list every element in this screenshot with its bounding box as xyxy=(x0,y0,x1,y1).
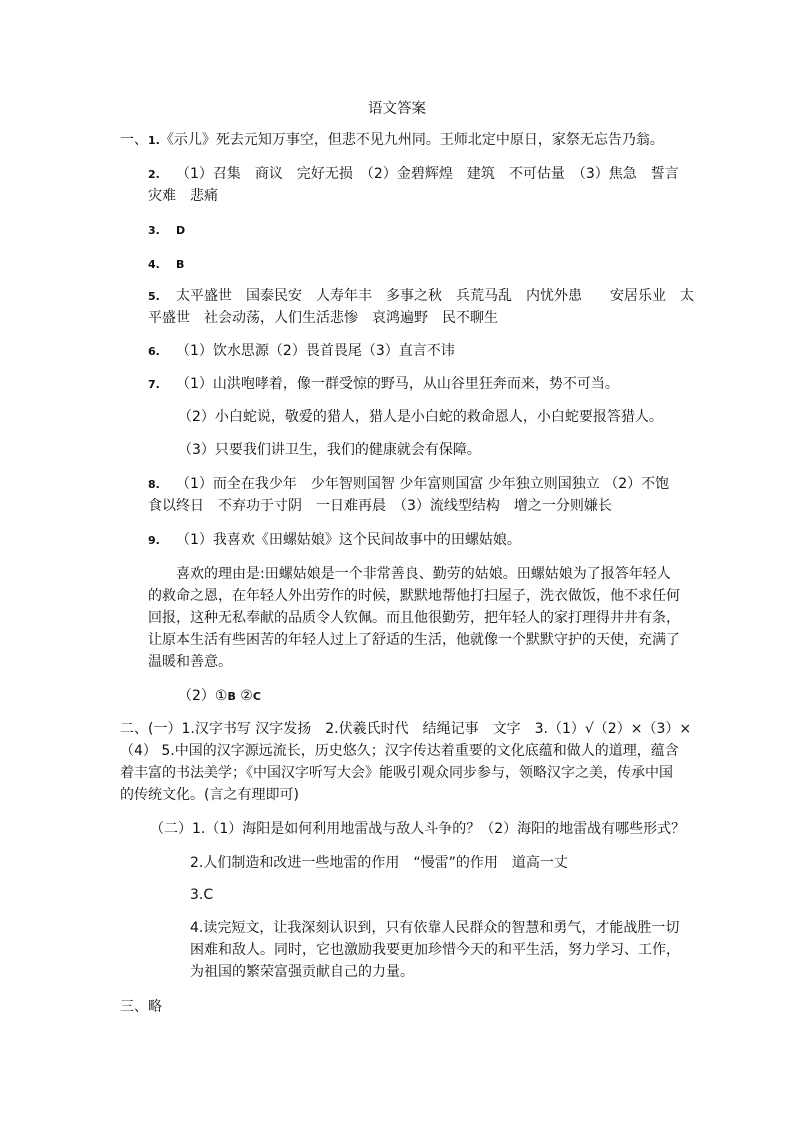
q7-answer-1: （1）山洪咆哮着，像一群受惊的野马，从山谷里狂奔而来，势不可当。 xyxy=(176,376,619,392)
q9-line1 xyxy=(148,530,521,551)
section3: 三、略 xyxy=(120,999,162,1015)
q6-answer: （1）饮水思源（2）畏首畏尾（3）直言不讳 xyxy=(176,343,455,359)
q5-answer-line1: 太平盛世 国泰民安 人寿年丰 多事之秋 兵荒马乱 内忧外患 安居乐业 太 xyxy=(176,288,694,304)
q9-reason-line: 让原本生活有些困苦的年轻人过上了舒适的生活，他就像一个默默守护的天使，充满了 xyxy=(148,632,680,648)
q7-answer-2: （2）小白蛇说，敬爱的猎人，猎人是小白蛇的救命恩人，小白蛇要报答猎人。 xyxy=(178,409,663,425)
section2-part1-line: 二、(一）1.汉字书写 汉字发扬 2.伏羲氏时代 结绳记事 文字 3.（1）√（2）×（3）× xyxy=(120,721,692,737)
q9-reason-line: 喜欢的理由是:田螺姑娘是一个非常善良、勤劳的姑娘。田螺姑娘为了报答年轻人 xyxy=(176,566,671,582)
q6-number: 6. xyxy=(148,345,160,358)
section2-part1-line: 着丰富的书法美学；《中国汉字听写大会》能吸引观众同步参与，领略汉字之美，传承中国 xyxy=(120,765,673,781)
q2-line1 xyxy=(148,164,679,185)
q9-reason-line: 温暖和善意。 xyxy=(148,654,232,670)
q7-answer-3: （3）只要我们讲卫生，我们的健康就会有保障。 xyxy=(178,442,481,458)
q2-answer-line1: （1）召集 商议 完好无损 （2）金碧辉煌 建筑 不可估量 （3）焦急 誓言 xyxy=(176,166,679,182)
q6-line xyxy=(148,341,455,362)
q9-answer-2 xyxy=(178,686,261,707)
q8-line2: 食以终日 不弃功于寸阴 一日难再晨 （3）流线型结构 增之一分则嫌长 xyxy=(148,498,612,514)
section2-part2-q4-line: 困难和敌人。同时，它也激励我要更加珍惜今天的和平生活，努力学习、工作， xyxy=(190,942,680,958)
q5-line2: 平盛世 社会动荡，人们生活悲惨 哀鸿遍野 民不聊生 xyxy=(148,310,498,326)
q4-line xyxy=(148,254,184,275)
section2-part2-q3: 3.C xyxy=(190,887,214,903)
q4-number: 4. xyxy=(148,258,160,271)
q1-line xyxy=(120,130,664,151)
q7-number: 7. xyxy=(148,378,160,391)
q9-answer-2-mid: ② xyxy=(235,688,253,704)
document-title: 语文答案 xyxy=(368,101,426,117)
q8-line1 xyxy=(148,474,669,495)
section2-part2-q4-line: 为祖国的繁荣富强贡献自己的力量。 xyxy=(190,964,414,980)
q3-number: 3. xyxy=(148,224,160,237)
q1-number: 1. xyxy=(148,134,160,147)
section2-part2-q4-line: 4.读完短文，让我深刻认识到，只有依靠人民群众的智慧和勇气，才能战胜一切 xyxy=(190,920,680,936)
q5-number: 5. xyxy=(148,290,160,303)
q9-reason-line: 的救命之恩，在年轻人外出劳作的时候，默默地帮他打扫屋子，洗衣做饭，他不求任何 xyxy=(148,588,680,604)
q3-line xyxy=(148,220,185,241)
section2-part2-q2: 2.人们制造和改进一些地雷的作用 “慢雷”的作用 道高一丈 xyxy=(190,855,568,871)
q4-answer: B xyxy=(176,258,185,271)
q8-number: 8. xyxy=(148,478,160,491)
q2-number: 2. xyxy=(148,168,160,181)
q2-line2: 灾难 悲痛 xyxy=(148,188,218,204)
q9-reason-line: 回报，这种无私奉献的品质令人钦佩。而且他很勤劳，把年轻人的家打理得井井有条， xyxy=(148,610,680,626)
q9-answer-2-prefix: （2）① xyxy=(178,688,228,704)
q9-number: 9. xyxy=(148,534,160,547)
q8-answer-line1: （1）而全在我少年 少年智则国智 少年富则国富 少年独立则国独立 （2）不饱 xyxy=(176,476,670,492)
q7-line1 xyxy=(148,374,619,395)
q1-answer: 《示儿》死去元知万事空，但悲不见九州同。王师北定中原日，家祭无忘告乃翁。 xyxy=(159,132,664,148)
section2-part1-line: （4） 5.中国的汉字源远流长，历史悠久；汉字传达着重要的文化底蕴和做人的道理，蕴含 xyxy=(120,743,679,759)
q9-answer-1: （1）我喜欢《田螺姑娘》这个民间故事中的田螺姑娘。 xyxy=(176,532,521,548)
q5-line1 xyxy=(148,286,694,307)
section2-part2-q1: （二）1.（1）海阳是如何利用地雷战与敌人斗争的？（2）海阳的地雷战有哪些形式？ xyxy=(150,821,686,837)
q9-answer-2-b: B xyxy=(227,690,236,703)
q3-answer: D xyxy=(176,224,186,237)
section2-part1-line: 的传统文化。(言之有理即可) xyxy=(120,787,299,803)
q9-answer-2-c: C xyxy=(252,690,261,703)
section1-prefix: 一、 xyxy=(120,132,148,148)
